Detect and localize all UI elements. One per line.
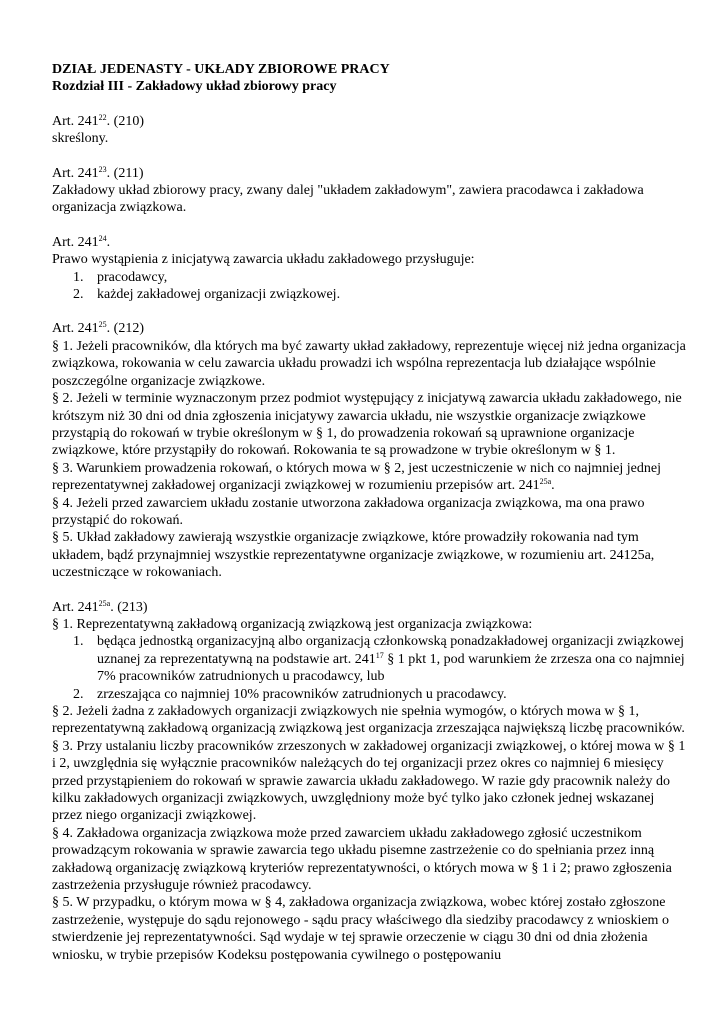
article-text: Prawo wystąpienia z inicjatywą zawarcia układu zakładowego przysługuje: bbox=[52, 252, 475, 268]
numbered-list bbox=[52, 269, 688, 304]
article-241-24 bbox=[52, 234, 688, 304]
paragraph-5: § 5. Układ zakładowy zawierają wszystkie organizacje związkowe, które prowadziły rokowania nad tym układem, bądź przynajmniej wszystkie reprezentatywne organizacje związkowe, w rozumieniu art. 24125a, uczestniczące w rokowaniach. bbox=[52, 530, 655, 581]
article-text: Zakładowy układ zbiorowy pracy, zwany dalej "układem zakładowym", zawiera pracodawca i zakładowa organizacja związkowa. bbox=[52, 183, 644, 216]
document-page bbox=[52, 61, 688, 964]
article-text: skreślony. bbox=[52, 131, 109, 147]
numbered-list bbox=[52, 633, 688, 703]
list-item: 1. będąca jednostką organizacyjną albo organizacją członkowską ponadzakładowej organizacji związkowej uznanej za reprezentatywną na podstawie art. $241^{17}$ § 1 pkt 1, pod warunkiem że zrzesza ona co najmniej 7% pracowników zatrudnionych u pracodawcy, lub bbox=[73, 634, 685, 685]
article-title: Art. $241^{25a}$. (213) bbox=[52, 598, 148, 615]
paragraph-4: § 4. Zakładowa organizacja związkowa może przed zawarciem układu zakładowego zgłosić uczestnikom prowadzącym rokowania w sprawie zawarcia tego układu pisemne zastrzeżenie co do spełniania przez inną zakładową organizację związkową kryteriów reprezentatywności, o których mowa w § 1 i 2; prawo zgłoszenia zastrzeżenia przysługuje również pracodawcy. bbox=[52, 825, 672, 894]
chapter-heading: Rozdział III - Zakładowy układ zbiorowy pracy bbox=[52, 79, 337, 95]
article-title: Art. $241^{22}$. (210) bbox=[52, 112, 144, 129]
paragraph-2: § 2. Jeżeli w terminie wyznaczonym przez podmiot występujący z inicjatywą zawarcia układu zakładowego, nie krótszym niż 30 dni od dnia zgłoszenia inicjatywy zawarcia układu, nie wszystkie organizacje związkowe przystąpią do rokowań w trybie określonym w § 1, do prowadzenia rokowań są uprawnione organizacje związkowe, które przystąpiły do rokowań. Rokowania te są prowadzone w trybie określonym w § 1. bbox=[52, 391, 682, 459]
division-heading: DZIAŁ JEDENASTY - UKŁADY ZBIOROWE PRACY bbox=[52, 62, 390, 77]
list-item: 1. pracodawcy, bbox=[73, 269, 168, 285]
article-241-22 bbox=[52, 113, 688, 148]
paragraph-2: § 2. Jeżeli żadna z zakładowych organizacji związkowych nie spełnia wymogów, o których mowa w § 1, reprezentatywną zakładową organizacją związkową jest organizacja zrzeszająca największą liczbę pracowników. bbox=[52, 704, 685, 737]
paragraph-1: § 1. Jeżeli pracowników, dla których ma być zawarty układ zakładowy, reprezentuje więcej niż jedna organizacja związkowa, rokowania w celu zawarcia układu prowadzi ich wspólna reprezentacja lub działające wspólnie poszczególne organizacje związkowe. bbox=[52, 338, 686, 389]
paragraph-3: § 3. Przy ustalaniu liczby pracowników zrzeszonych w zakładowej organizacji związkowej, o której mowa w § 1 i 2, uwzględnia się wyłącznie pracowników należących do tej organizacji przez okres co najmniej 6 miesięcy przed przystąpieniem do rokowań w sprawie zawarcia układu zakładowego. W razie gdy pracownik należy do kilku zakładowych organizacji związkowych, uwzględniony może być tylko jako członek jednej wskazanej przez niego organizacji związkowej. bbox=[52, 738, 686, 824]
list-item: 2. każdej zakładowej organizacji związkowej. bbox=[73, 287, 341, 303]
list-item: 2. zrzeszająca co najmniej 10% pracowników zatrudnionych u pracodawcy. bbox=[73, 686, 507, 702]
paragraph-5: § 5. W przypadku, o którym mowa w § 4, zakładowa organizacja związkowa, wobec której zostało zgłoszone zastrzeżenie, występuje do sądu rejonowego - sądu pracy właściwego dla siedziby pracodawcy z wnioskiem o stwierdzenie jej reprezentatywności. Sąd wydaje w tej sprawie orzeczenie w ciągu 30 dni od dnia złożenia wniosku, w trybie przepisów Kodeksu postępowania cywilnego o postępowaniu bbox=[52, 895, 669, 963]
article-title: Art. $241^{25}$. (212) bbox=[52, 320, 144, 337]
article-title: Art. $241^{23}$. (211) bbox=[52, 164, 144, 181]
paragraph-4: § 4. Jeżeli przed zawarciem układu zostanie utworzona zakładowa organizacja związkowa, ma ona prawo przystąpić do rokowań. bbox=[52, 495, 645, 528]
article-title: Art. $241^{24}$. bbox=[52, 233, 111, 250]
paragraph-3: § 3. Warunkiem prowadzenia rokowań, o których mowa w § 2, jest uczestniczenie w nich co najmniej jednej reprezentatywnej zakładowej organizacji związkowej w rozumieniu przepisów art. $241^{25a}$. bbox=[52, 460, 661, 494]
article-241-25 bbox=[52, 320, 688, 581]
paragraph-1: § 1. Reprezentatywną zakładową organizacją związkową jest organizacja związkowa: bbox=[52, 616, 533, 632]
article-241-23 bbox=[52, 165, 688, 217]
article-241-25a bbox=[52, 599, 688, 965]
